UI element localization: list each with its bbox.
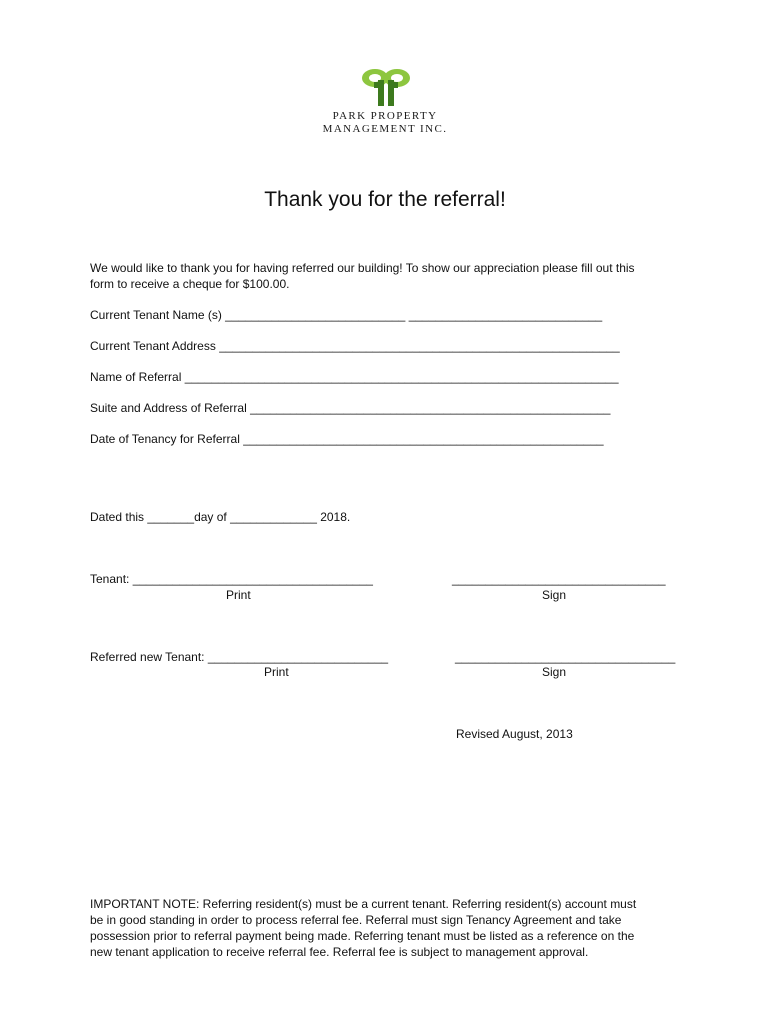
referred-tenant-print-field[interactable]: Referred new Tenant: ___________________________ [90, 650, 389, 664]
logo-text-line1: PARK PROPERTY [332, 110, 438, 122]
tenant-sign-caption: Sign [542, 588, 567, 602]
note-line: IMPORTANT NOTE: Referring resident(s) must be a current tenant. Referring resident(s) account must [90, 897, 637, 911]
referred-print-caption: Print [264, 665, 289, 679]
intro-paragraph [90, 260, 680, 292]
referred-sign-caption: Sign [542, 665, 567, 679]
intro-line: form to receive a cheque for $100.00. [90, 277, 290, 291]
note-line: possession prior to referral payment being made. Referring tenant must be listed as a reference on the [90, 929, 635, 943]
company-logo [300, 66, 470, 141]
tenant-print-caption: Print [226, 588, 251, 602]
intro-line: We would like to thank you for having referred our building! To show our appreciation please fill out this [90, 261, 635, 275]
tenancy-date-field[interactable]: Date of Tenancy for Referral ______________________________________________________ [90, 432, 604, 446]
tenant-address-field[interactable]: Current Tenant Address ____________________________________________________________ [90, 339, 620, 353]
referral-name-field[interactable]: Name of Referral _________________________________________________________________ [90, 370, 619, 384]
note-line: new tenant application to receive referral fee. Referral fee is subject to management approval. [90, 945, 589, 959]
tree-logo-icon [360, 68, 412, 108]
tenant-sign-field[interactable]: ________________________________ [452, 572, 666, 586]
referral-suite-address-field[interactable]: Suite and Address of Referral ______________________________________________________ [90, 401, 611, 415]
revision-date: Revised August, 2013 [456, 727, 573, 741]
referred-tenant-sign-field[interactable]: _________________________________ [455, 650, 676, 664]
page-title: Thank you for the referral! [264, 188, 506, 211]
important-note [90, 896, 680, 960]
dated-line[interactable]: Dated this _______day of _____________ 2018. [90, 510, 351, 524]
logo-text-line2: MANAGEMENT INC. [322, 123, 448, 135]
tenant-name-field[interactable]: Current Tenant Name (s) ___________________________ _____________________________ [90, 308, 603, 322]
tenant-print-field[interactable]: Tenant: ____________________________________ [90, 572, 373, 586]
note-line: be in good standing in order to process referral fee. Referral must sign Tenancy Agreement and take [90, 913, 622, 927]
